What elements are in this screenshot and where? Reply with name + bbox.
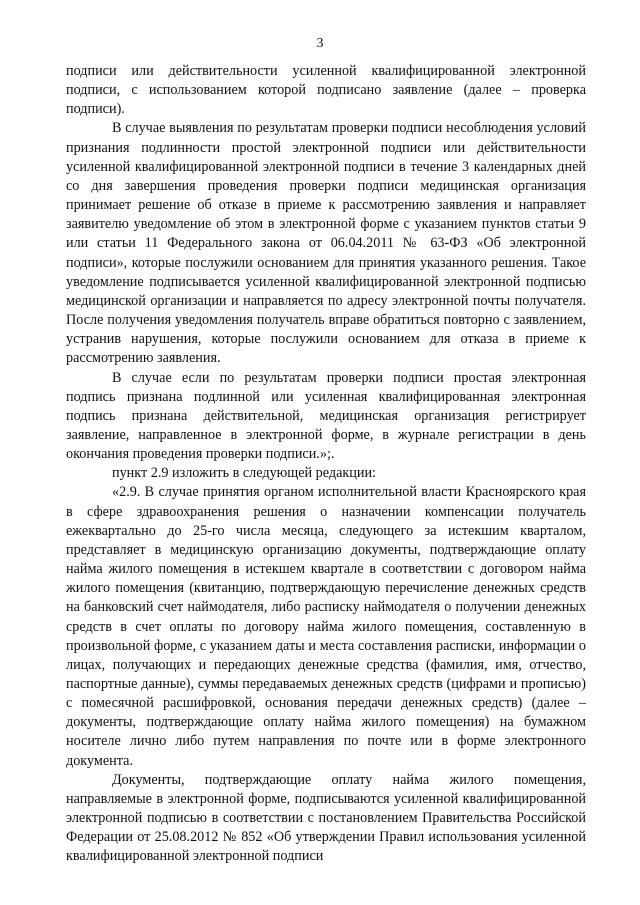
page-number: 3 — [316, 36, 324, 51]
paragraph-clause-2-9: «2.9. В случае принятия органом исполнительной власти Красноярского края в сфере здравоохранения решения о назначении компенсации получатель ежеквартально до 25-го числа месяца, следующего за истекшим кварталом, представляет в медицинскую организацию документы, подтверждающие оплату найма жилого помещения в истекшем квартале в соответствии с договором найма жилого помещения (квитанцию, подтверждающую перечисление денежных средств на банковский счет наймодателя, либо расписку наймодателя о получении денежных средств в счет оплаты по договору найма жилого помещения, составленную в произвольной форме, с указанием даты и места составления расписки, информации о лицах, получающих и передающих денежные средства (фамилия, имя, отчество, паспортные данные), суммы передаваемых денежных средств (цифрами и прописью) с помесячной расшифровкой, основания передачи денежных средств) (далее – документы, подтверждающие оплату найма жилого помещения) на бумажном носителе лично либо путем направления по почте или в форме электронного документа. — [66, 484, 586, 769]
paragraph-continuation: подписи или действительности усиленной квалифицированной электронной подписи, с использованием которой подписано заявление (далее – проверка подписи). — [66, 63, 586, 118]
document-body — [66, 62, 586, 867]
paragraph-amendment-intro: пункт 2.9 изложить в следующей редакции: — [112, 465, 376, 482]
paragraph-signature-check-success: В случае если по результатам проверки подписи простая электронная подпись признана подлинной или усиленная квалифицированная электронная подпись признана действительной, медицинская организация регистрирует заявление, направленное в электронной форме, в журнале регистрации в день окончания проведения проверки подписи.»;. — [66, 369, 586, 463]
paragraph-signature-check-failure: В случае выявления по результатам проверки подписи несоблюдения условий признания подлинности простой электронной подписи или действительности усиленной квалифицированной электронной подписи в течение 3 календарных дней со дня завершения проведения проверки подписи медицинская организация принимает решение об отказе в приеме к рассмотрению заявления и направляет заявителю уведомление об этом в электронной форме с указанием пунктов статьи 9 или статьи 11 Федерального закона от 06.04.2011 № 63-ФЗ «Об электронной подписи», которые послужили основанием для принятия указанного решения. Такое уведомление подписывается усиленной квалифицированной электронной подписью медицинской организации и направляется по адресу электронной почты получателя. После получения уведомления получатель вправе обратиться повторно с заявлением, устранив нарушения, которые послужили основанием для отказа в приеме к рассмотрению заявления. — [66, 120, 586, 367]
paragraph-electronic-documents: Документы, подтверждающие оплату найма жилого помещения, направляемые в электронной форме, подписываются усиленной квалифицированной электронной подписью в соответствии с постановлением Правительства Российской Федерации от 25.08.2012 № 852 «Об утверждении Правил использования усиленной квалифицированной электронной подписи — [66, 771, 586, 865]
